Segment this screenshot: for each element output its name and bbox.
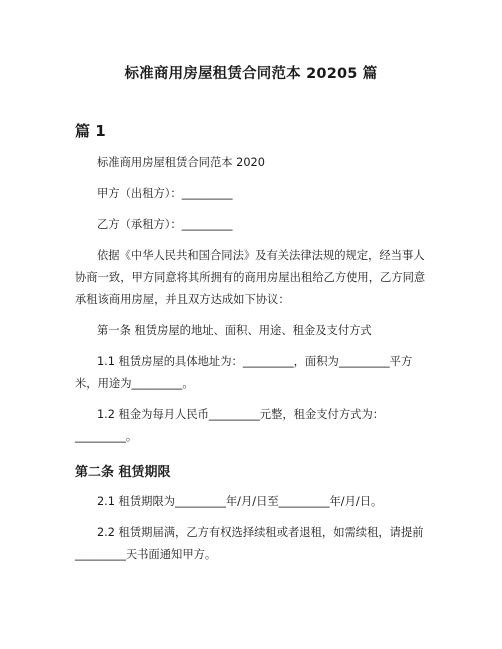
paragraph-party-a: 甲方（出租方）：_________ [97, 187, 233, 200]
article-heading: 第二条 租赁期限 [75, 465, 171, 480]
paragraph-clause-1-1: 1.1 租赁房屋的具体地址为：_________，面积为_________平方米，用途为_________。 [75, 355, 413, 390]
paragraph-contract-name: 标准商用房屋租赁合同范本 2020 [97, 156, 265, 169]
section-heading: 篇 1 [75, 122, 106, 140]
document-title: 标准商用房屋租赁合同范本 20205 篇 [124, 66, 378, 82]
paragraph-article-1: 第一条 租赁房屋的地址、面积、用途、租金及支付方式 [97, 324, 372, 337]
paragraph-party-b: 乙方（承租方）：_________ [97, 218, 233, 231]
paragraph-clause-2-2: 2.2 租赁期届满，乙方有权选择续租或者退租，如需续租，请提前_________天书面通知甲方。 [75, 526, 424, 561]
paragraph-clause-2-1: 2.1 租赁期限为_________年/月/日至_________年/月/日。 [97, 495, 383, 508]
paragraph-preamble: 依据《中华人民共和国合同法》及有关法律法规的规定，经当事人协商一致，甲方同意将其所拥有的商用房屋出租给乙方使用，乙方同意承租该商用房屋，并且双方达成如下协议： [75, 249, 426, 306]
paragraph-clause-1-2: 1.2 租金为每月人民币_________元整，租金支付方式为：_________。 [75, 408, 385, 443]
